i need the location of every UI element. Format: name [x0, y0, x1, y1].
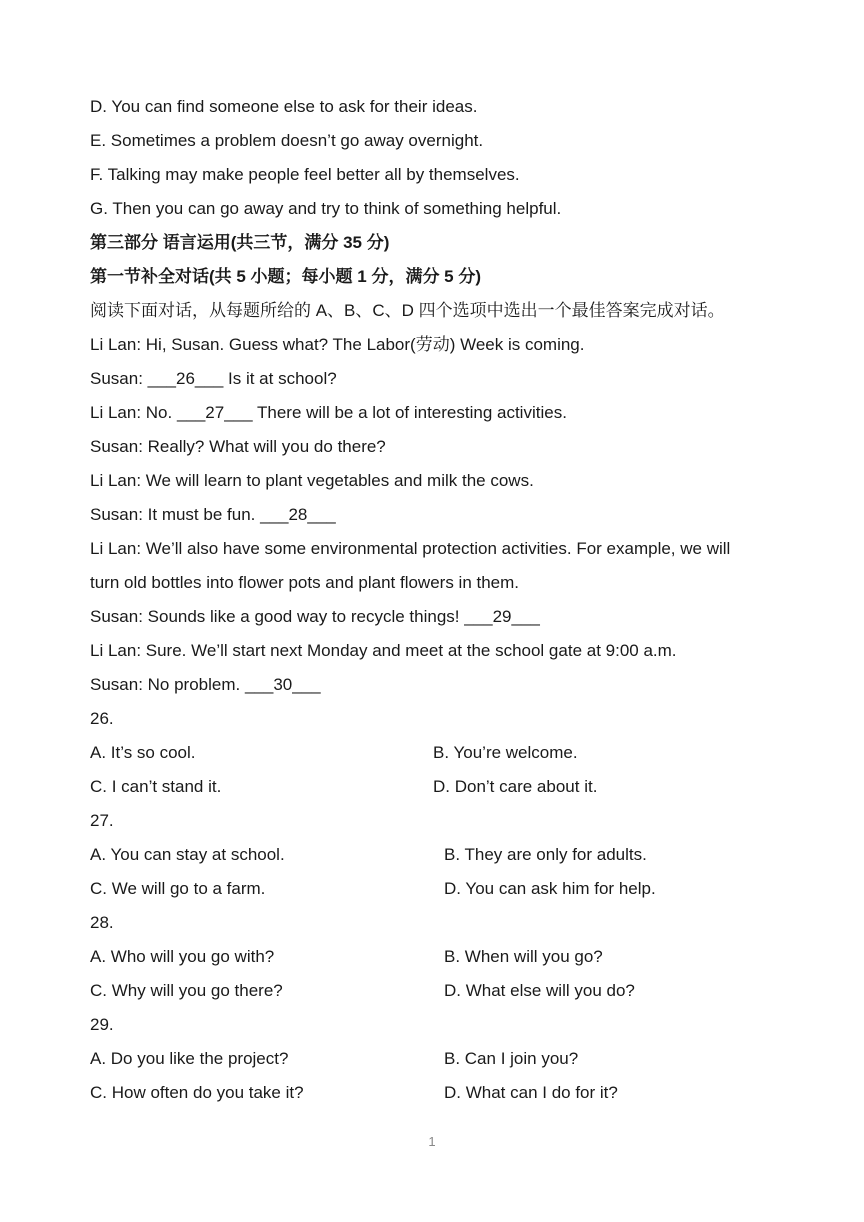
- dialogue-line: Susan: ___26___ Is it at school?: [90, 369, 337, 388]
- question-number: 29.: [90, 1015, 114, 1034]
- question-option: A. It’s so cool.: [90, 743, 196, 762]
- question-number: 28.: [90, 913, 114, 932]
- reading-option-g: G. Then you can go away and try to think of something helpful.: [90, 199, 562, 218]
- question-option: B. They are only for adults.: [444, 845, 647, 864]
- question-number: 26.: [90, 709, 114, 728]
- instructions: 阅读下面对话，从每题所给的 A、B、C、D 四个选项中选出一个最佳答案完成对话。: [90, 301, 725, 320]
- dialogue-line: Susan: No problem. ___30___: [90, 675, 321, 694]
- question-option: C. I can’t stand it.: [90, 777, 222, 796]
- dialogue-line: Li Lan: Hi, Susan. Guess what? The Labor(劳动) Week is coming.: [90, 335, 585, 354]
- question-option: A. Who will you go with?: [90, 947, 275, 966]
- question-option: A. You can stay at school.: [90, 845, 285, 864]
- dialogue-line: turn old bottles into flower pots and plant flowers in them.: [90, 573, 520, 592]
- reading-option-d: D. You can find someone else to ask for their ideas.: [90, 97, 478, 116]
- question-option: C. We will go to a farm.: [90, 879, 266, 898]
- dialogue-line: Li Lan: We will learn to plant vegetables and milk the cows.: [90, 471, 534, 490]
- dialogue-line: Li Lan: We’ll also have some environmental protection activities. For example, we will: [90, 539, 731, 558]
- dialogue-line: Li Lan: Sure. We’ll start next Monday and meet at the school gate at 9:00 a.m.: [90, 641, 677, 660]
- reading-option-e: E. Sometimes a problem doesn’t go away overnight.: [90, 131, 484, 150]
- part3-heading: 第三部分 语言运用(共三节，满分 35 分): [90, 233, 390, 252]
- question-option: B. Can I join you?: [444, 1049, 579, 1068]
- question-option: D. Don’t care about it.: [433, 777, 598, 796]
- question-option: C. Why will you go there?: [90, 981, 283, 1000]
- question-option: A. Do you like the project?: [90, 1049, 289, 1068]
- reading-option-f: F. Talking may make people feel better all by themselves.: [90, 165, 520, 184]
- dialogue-line: Susan: Sounds like a good way to recycle things! ___29___: [90, 607, 540, 626]
- question-option: B. You’re welcome.: [433, 743, 578, 762]
- question-number: 27.: [90, 811, 114, 830]
- question-option: D. What else will you do?: [444, 981, 635, 1000]
- dialogue-line: Susan: Really? What will you do there?: [90, 437, 386, 456]
- page-number: 1: [428, 1134, 436, 1149]
- question-option: B. When will you go?: [444, 947, 603, 966]
- dialogue-line: Li Lan: No. ___27___ There will be a lot of interesting activities.: [90, 403, 567, 422]
- question-option: D. You can ask him for help.: [444, 879, 656, 898]
- section1-heading: 第一节补全对话(共 5 小题；每小题 1 分，满分 5 分): [90, 267, 482, 286]
- dialogue-line: Susan: It must be fun. ___28___: [90, 505, 336, 524]
- question-option: C. How often do you take it?: [90, 1083, 304, 1102]
- question-option: D. What can I do for it?: [444, 1083, 618, 1102]
